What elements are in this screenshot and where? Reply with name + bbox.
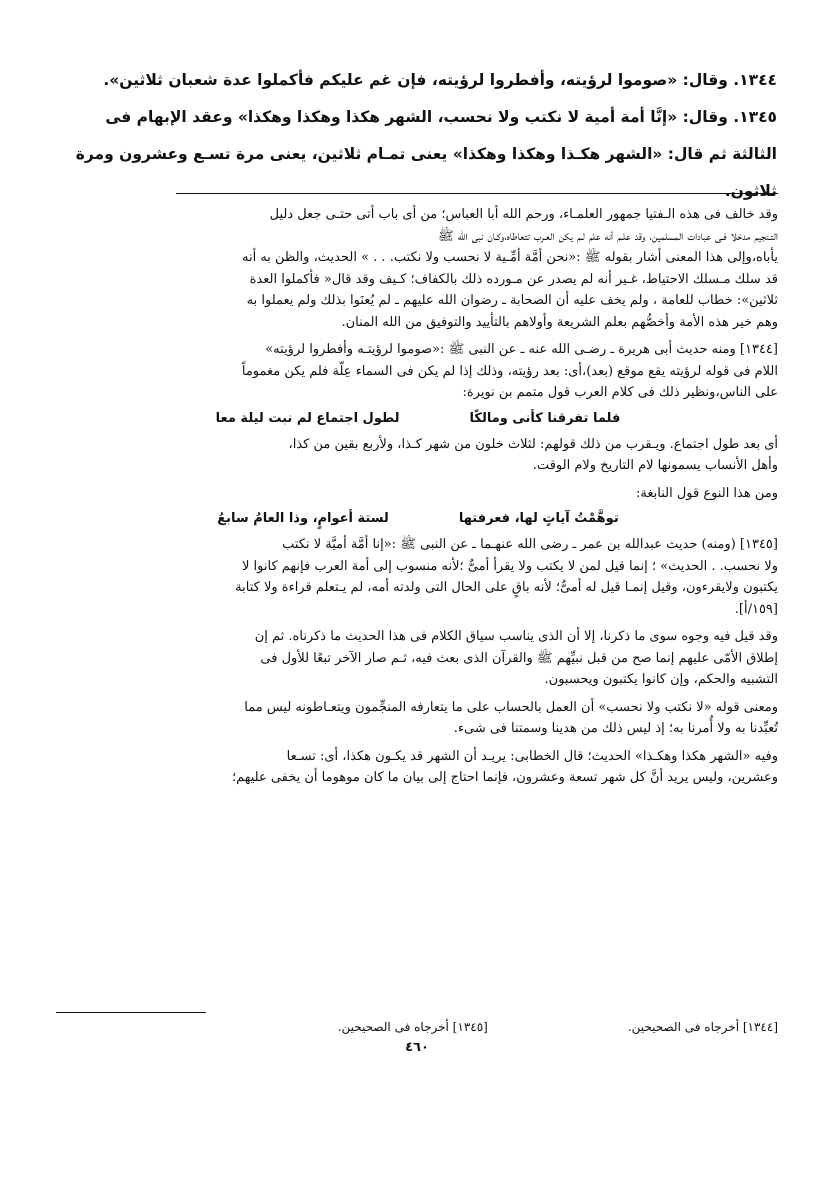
hadith-1345-line-2: الثالثة ثم قال: «الشهر هكـذا وهكذا وهكذا» يعنى تمـام ثلاثين، يعنى مرة تسـع وعشرون ومرة [75, 145, 777, 163]
commentary-line: وقد قيل فيه وجوه سوى ما ذكرنا، إلا أن الذى يناسب سياق الكلام فى هذا الحديث ما ذكرناه. ثم إن [254, 629, 778, 644]
commentary-1345-line: [١٥٩/أ]. [734, 601, 778, 617]
hadith-text-block [57, 62, 777, 210]
footnotes [56, 1018, 778, 1036]
commentary-line: يأباه،وإلى هذا المعنى أشار بقوله ﷺ :«نحن أمَّة أمِّـية لا نحسب ولا نكتب. . . » الحديث، والظن به أنه [241, 250, 778, 265]
verse-2-first-hemistich: توهَّمْتُ آياتٍ لها، فعرفتها [458, 511, 619, 526]
footnote-1345: [١٣٤٥] أخرجاه فى الصحيحين. [337, 1020, 488, 1034]
hadith-1344: ١٣٤٤. وقال: «صوموا لرؤيته، وأفطروا لرؤيته، فإن غم عليكم فأكملوا عدة شعبان ثلاثين». [103, 71, 777, 89]
commentary-line: تُعبِّدنا به ولا أُمرنا به؛ إذ ليس ذلك من هدينا وسمتنا فى شىء. [453, 721, 778, 736]
hadith-1345-line-1: ١٣٤٥. وقال: «إنَّا أمة أمية لا نكتب ولا نحسب، الشهر هكذا وهكذا وهكذا» وعقد الإبهام فى [105, 108, 777, 126]
footnote-divider [56, 1012, 206, 1013]
commentary-line: ثلاثين»: خطاب للعامة ، ولم يخف عليه أن الصحابة ـ رضوان الله عليهم ـ لم يُعنَوا بذلك ولم يعملوا به [246, 293, 778, 308]
commentary-line: وأهل الأنساب يسمونها لام التاريخ ولام الوقت. [532, 458, 778, 473]
commentary-1345-line: [١٣٤٥] (ومنه) حديث عبدالله بن عمر ـ رضى الله عنهـما ـ عن النبى ﷺ :«إنا أمَّة أميَّة لا نكتب [282, 537, 778, 552]
commentary-block [58, 204, 778, 789]
commentary-1344-line: [١٣٤٤] ومنه حديث أبى هريرة ـ رضـى الله عنه ـ عن النبى ﷺ :«صوموا لرؤيتـه وأفطروا لرؤيته» [265, 342, 778, 357]
commentary-line: أى بعد طول اجتماع. ويـقرب من ذلك قولهم: لثلاث خلون من شهر كـذا، ولأربع بقين من كذا، [288, 436, 778, 452]
commentary-line: إطلاق الأمّى عليهم إنما صح من قبل نبيِّهم ﷺ والقرآن الذى بعث فيه، ثـم صار الآخر تبعًا للأول فى [260, 650, 778, 666]
commentary-1345-line: ولا نحسب. . الحديث» ؛ إنما قيل لمن لا يكتب ولا يقرأ أمىٌّ ؛لأنه منسوب إلى أمة العرب فإنهم كانوا لا [241, 558, 778, 574]
page-number: ٤٦٠ [405, 1040, 429, 1055]
poem-verse-1 [58, 406, 778, 432]
verse-1-second-hemistich: لطول اجتماع لم نبت ليلة معا [215, 410, 400, 426]
verse-1-first-hemistich: فلما تفرقنا كأنى ومالكًا [469, 410, 621, 426]
commentary-line: قد سلك مـسلك الاحتياط، غـير أنه لم يصدر عن مـورده ذلك بالكفاف؛ كـيف وقد قال« فأكملوا العدة [249, 271, 778, 287]
commentary-1344-line: اللام فى قوله لرؤيته يقع موقع (بعد)،أى: بعد رؤيته، وذلك إذا لم يكن فى السماء عِلّة فلم يكن مغموماً [241, 363, 778, 379]
commentary-line: وقد خالف فى هذه الـفتيا جمهور العلمـاء، ورحم الله أبا العباس؛ من أى باب أتى حتـى جعل دليل [269, 207, 778, 222]
section-divider [176, 193, 778, 194]
commentary-line: وفيه «الشهر هكذا وهكـذا» الحديث؛ قال الخطابى: يريـد أن الشهر قد يكـون هكذا، أى: تسـعا [286, 748, 778, 764]
commentary-line: وعشرين، وليس يريد أنَّ كل شهر تسعة وعشرون، فإنما احتاج إلى بيان ما كان موهوما أن يخفى عليهم؛ [231, 770, 778, 785]
verse-2-second-hemistich: لستة أعوامٍ، وذا العامُ سابعُ [217, 511, 389, 526]
commentary-line: التـنجيم مدخلا فـى عبادات المسلمين، وقد علـم أنه علم لـم يكن العـرب تتعاطاه،وكـان نبى الله ﷺ [437, 228, 778, 244]
hadith-1345-line-3: ثلاثون. [724, 182, 777, 200]
poem-verse-2 [58, 506, 778, 532]
commentary-line: التشبيه والحكم، وإن كانوا يكتبون ويحسبون. [544, 672, 778, 687]
commentary-1344-line: على الناس،ونظير ذلك فى كلام العرب قول متمم بن نويرة: [462, 385, 778, 400]
commentary-1345-line: يكتبون ولايقرءون، وقيل إنمـا قيل له أمىٌّ؛ لأنه باقٍ على الحال التى ولدته أمه، لم يـتعلم قراءة ولا كتابة [235, 580, 778, 595]
footnote-1344: [١٣٤٤] أخرجاه فى الصحيحين. [627, 1020, 778, 1034]
commentary-line: ومعنى قوله «لا نكتب ولا نحسب» أن العمل بالحساب على ما يتعارفه المنجِّمون ويتعـاطونه ليس مما [244, 699, 778, 715]
verse-intro: ومن هذا النوع قول النابغة: [636, 485, 778, 501]
commentary-line: وهم خير هذه الأمة وأخصُّهم بعلم الشريعة وأولاهم بالتأييد والتوفيق من الله المنان. [341, 314, 778, 330]
